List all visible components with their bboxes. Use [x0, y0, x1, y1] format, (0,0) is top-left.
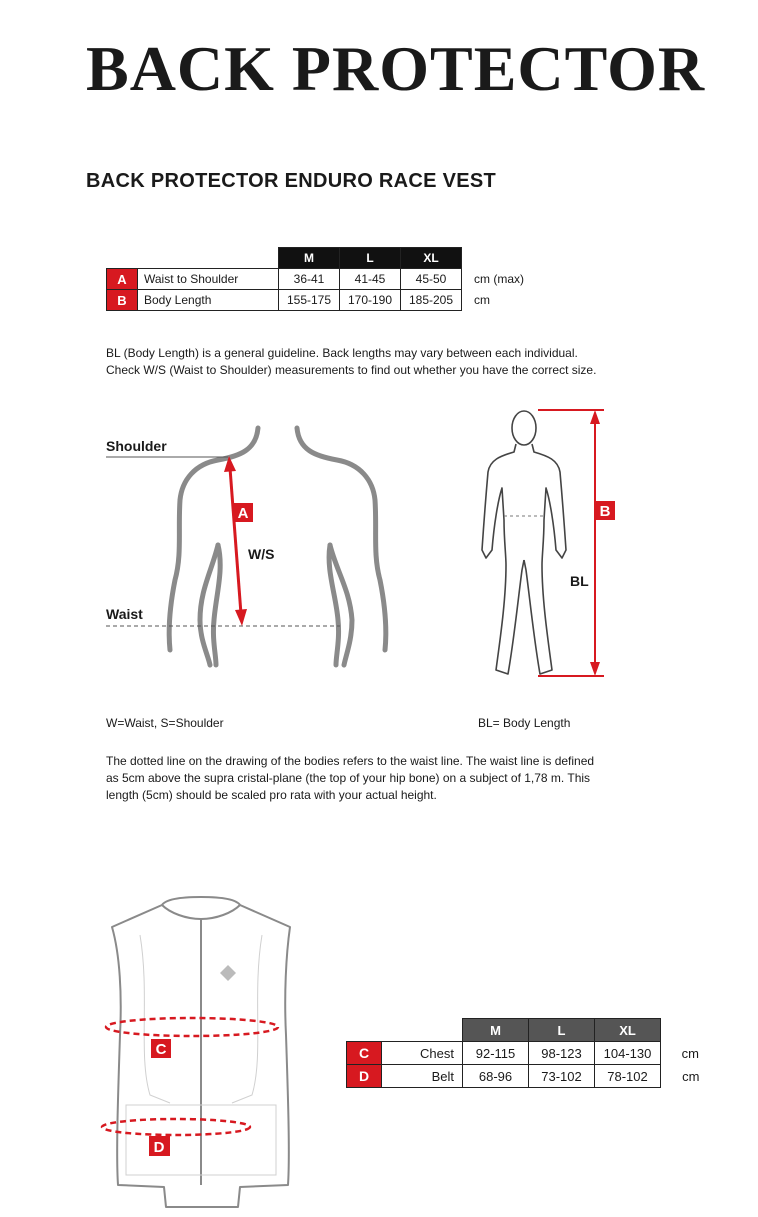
size-value: 45-50	[401, 269, 462, 290]
guideline-line: Check W/S (Waist to Shoulder) measurements to find out whether you have the correct size.	[106, 363, 597, 377]
size-header-row	[347, 1019, 704, 1042]
row-code-c: C	[347, 1042, 382, 1065]
belt-measure-line	[102, 1119, 250, 1135]
chest-measure-line	[106, 1018, 278, 1036]
size-header-l: L	[529, 1019, 595, 1042]
size-value: 170-190	[340, 290, 401, 311]
row-label: Waist to Shoulder	[138, 269, 279, 290]
row-label: Chest	[382, 1042, 463, 1065]
size-value: 104-130	[595, 1042, 661, 1065]
unit-label: cm (max)	[474, 272, 524, 286]
marker-a: A	[237, 505, 249, 522]
arrow-up-icon	[590, 410, 600, 424]
waist-to-shoulder-diagram	[100, 420, 400, 680]
size-value: 98-123	[529, 1042, 595, 1065]
brand-logo-icon	[220, 965, 236, 981]
row-code-b: B	[107, 290, 138, 311]
marker-b: B	[599, 503, 611, 520]
ws-measure-line	[230, 468, 241, 614]
waist-line-note	[106, 753, 594, 804]
waist-note-line: The dotted line on the drawing of the bodies refers to the waist line. The waist line is defined	[106, 754, 595, 768]
size-header-xl: XL	[595, 1019, 661, 1042]
size-header-m: M	[279, 248, 340, 269]
table-row	[347, 1065, 704, 1088]
torso-outline	[169, 428, 386, 665]
size-value: 68-96	[463, 1065, 529, 1088]
table-row	[107, 290, 525, 311]
waist-label: Waist	[106, 606, 143, 622]
waist-note-line: length (5cm) should be scaled pro rata with your actual height.	[106, 788, 437, 802]
ws-caption: W=Waist, S=Shoulder	[106, 716, 224, 730]
shoulder-label: Shoulder	[106, 438, 167, 454]
product-subtitle: BACK PROTECTOR ENDURO RACE VEST	[86, 170, 497, 192]
bl-label: BL	[570, 573, 589, 589]
bl-caption: BL= Body Length	[478, 716, 571, 730]
size-header-l: L	[340, 248, 401, 269]
unit-label: cm	[474, 293, 490, 307]
table-row	[107, 269, 525, 290]
size-header-m: M	[463, 1019, 529, 1042]
arrow-down-icon	[235, 609, 247, 626]
guideline-note	[106, 345, 596, 379]
size-value: 78-102	[595, 1065, 661, 1088]
arrow-down-icon	[590, 662, 600, 676]
size-table-vest	[346, 1018, 704, 1088]
row-code-d: D	[347, 1065, 382, 1088]
page-title: BACK PROTECTOR	[86, 33, 706, 104]
body-length-diagram	[470, 400, 620, 690]
row-label: Body Length	[138, 290, 279, 311]
row-label: Belt	[382, 1065, 463, 1088]
body-outline	[482, 411, 566, 674]
size-value: 36-41	[279, 269, 340, 290]
ws-label: W/S	[248, 546, 275, 562]
size-value: 185-205	[401, 290, 462, 311]
size-header-xl: XL	[401, 248, 462, 269]
vest-diagram	[100, 895, 305, 1217]
marker-d: D	[153, 1139, 165, 1156]
table-row	[347, 1042, 704, 1065]
marker-c: C	[155, 1041, 167, 1058]
vest-outline	[112, 897, 290, 1207]
size-value: 41-45	[340, 269, 401, 290]
row-code-a: A	[107, 269, 138, 290]
waist-note-line: as 5cm above the supra cristal-plane (the top of your hip bone) on a subject of 1,78 m. This	[106, 771, 591, 785]
size-table-back-protector	[106, 247, 525, 311]
guideline-line: BL (Body Length) is a general guideline. Back lengths may vary between each individual.	[106, 346, 578, 360]
unit-label: cm	[681, 1045, 699, 1061]
size-header-row	[107, 248, 525, 269]
size-value: 155-175	[279, 290, 340, 311]
unit-label: cm	[682, 1068, 700, 1084]
size-value: 73-102	[529, 1065, 595, 1088]
size-value: 92-115	[463, 1042, 529, 1065]
